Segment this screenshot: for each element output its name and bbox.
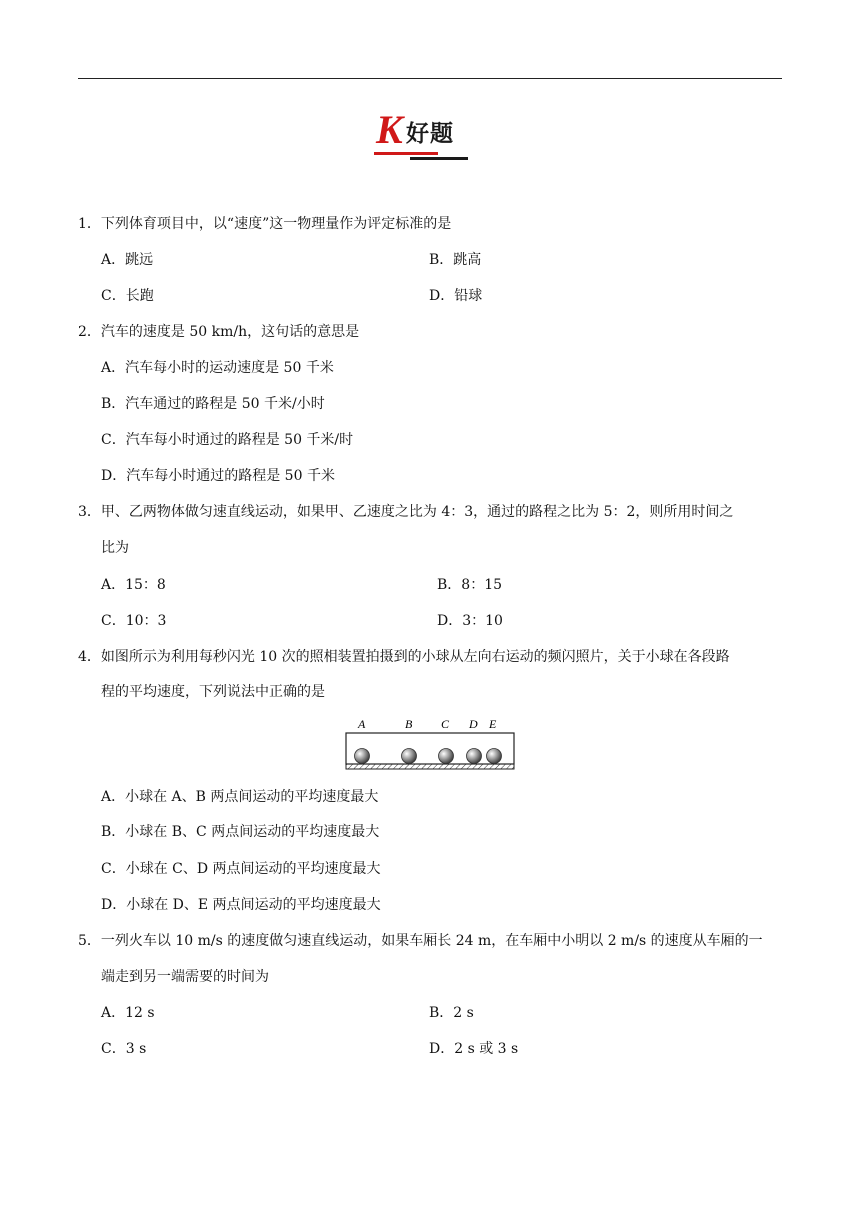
- ball-b: [402, 749, 417, 764]
- ground-hatch: [346, 764, 514, 769]
- question-5-option-b: B．2 s: [429, 1005, 474, 1021]
- question-3-option-b: B．8：15: [437, 577, 503, 593]
- header-rule: [78, 78, 782, 79]
- k-haoti-logo: [372, 108, 472, 162]
- question-4-stem-line-1: 4．如图所示为利用每秒闪光 10 次的照相装置拍摄到的小球从左向右运动的频闪照片，关于小球在各段路: [78, 649, 730, 665]
- strobe-photo-figure: [344, 716, 516, 772]
- logo-underline-dark: [410, 157, 468, 160]
- label-c: C: [441, 717, 450, 731]
- label-b: B: [405, 717, 413, 731]
- label-a: A: [358, 717, 366, 731]
- question-2-option-c: C．汽车每小时通过的路程是 50 千米/时: [101, 432, 354, 448]
- ball-a: [355, 749, 370, 764]
- question-3-stem-line-1: 3．甲、乙两物体做匀速直线运动，如果甲、乙速度之比为 4：3，通过的路程之比为 5：2，则所用时间之: [78, 504, 734, 520]
- question-4-stem-line-2: 程的平均速度，下列说法中正确的是: [101, 684, 325, 700]
- question-3-option-d: D．3：10: [437, 613, 503, 629]
- question-2-option-a: A．汽车每小时的运动速度是 50 千米: [101, 360, 334, 376]
- question-5-option-a: A．12 s: [101, 1005, 155, 1021]
- label-d: D: [469, 717, 478, 731]
- question-3-stem-line-2: 比为: [101, 540, 129, 556]
- logo-letter: K: [376, 107, 403, 152]
- ball-c: [439, 749, 454, 764]
- ball-e: [487, 749, 502, 764]
- question-4-option-d: D．小球在 D、E 两点间运动的平均速度最大: [101, 897, 381, 913]
- question-5-stem-line-2: 端走到另一端需要的时间为: [101, 969, 269, 985]
- question-2-option-d: D．汽车每小时通过的路程是 50 千米: [101, 468, 335, 484]
- question-5-option-d: D．2 s 或 3 s: [429, 1041, 519, 1057]
- question-2-stem: 2．汽车的速度是 50 km/h，这句话的意思是: [78, 324, 360, 340]
- question-3-option-a: A．15：8: [101, 577, 166, 593]
- question-4-option-c: C．小球在 C、D 两点间运动的平均速度最大: [101, 861, 381, 877]
- question-1-option-a: A．跳远: [101, 252, 154, 268]
- question-2-option-b: B．汽车通过的路程是 50 千米/小时: [101, 396, 325, 412]
- question-1-option-b: B．跳高: [429, 252, 482, 268]
- question-5-option-c: C．3 s: [101, 1041, 147, 1057]
- question-5-stem-line-1: 5．一列火车以 10 m/s 的速度做匀速直线运动，如果车厢长 24 m，在车厢中小明以 2 m/s 的速度从车厢的一: [78, 933, 763, 949]
- question-1-stem: 1．下列体育项目中，以“速度”这一物理量作为评定标准的是: [78, 216, 452, 232]
- logo-underline-red: [374, 152, 438, 155]
- ball-d: [467, 749, 482, 764]
- logo-word: 好题: [406, 121, 454, 147]
- label-e: E: [489, 717, 497, 731]
- question-4-option-b: B．小球在 B、C 两点间运动的平均速度最大: [101, 824, 380, 840]
- question-1-option-d: D．铅球: [429, 288, 483, 304]
- question-1-option-c: C．长跑: [101, 288, 154, 304]
- question-3-option-c: C．10：3: [101, 613, 167, 629]
- question-4-option-a: A．小球在 A、B 两点间运动的平均速度最大: [101, 789, 379, 805]
